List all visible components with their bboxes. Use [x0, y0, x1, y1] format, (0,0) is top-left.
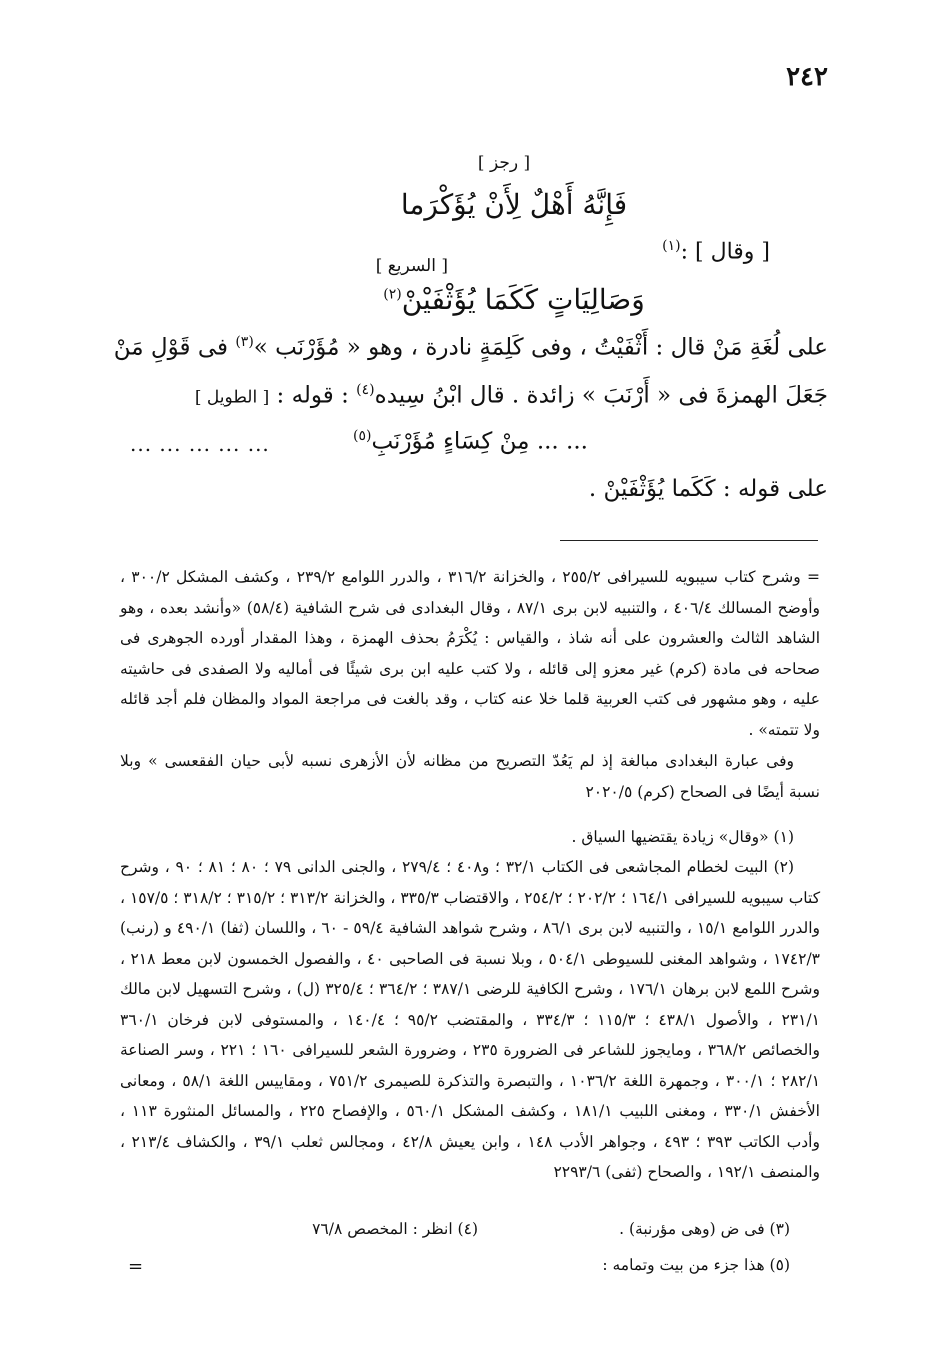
main-line3-a: ... ... مِنْ كِسَاءٍ مُؤَرْنَبِ — [371, 428, 588, 455]
footnote-2-text: (٢) البيت لخطام المجاشعى فى الكتاب ٣٢/١ ؛ و٤٠٨ ؛ ٢٧٩/٤ ، والجنى الدانى ٧٩ ؛ ٨٠ ؛ ٨١ ؛ ٩٠ ، وشرح كتاب سيبويه للسيرافى ١٦٤/١ ؛ ٢٠٢/٢ ؛ ٢٥٤/٢ ، والاقتضاب ٣٣٥/٣ ، والخزانة ٣١٣/٢ ؛ ٣١٥/٢ ؛ ٣١٨/٢ ؛ ١٥٧/٥ ، والدرر اللوامع ١٥/١ ، والتنبيه لابن برى ٨٦/١ ، وشرح شواهد الشافية ٥٩/٤ - ٦٠ ، واللسان (ثفا) ٤٩٠/١ و (رنب) ١٧٤٢/٣ ، وشواهد المغنى للسيوطى ٥٠٤/١ ، وبلا نسبة فى الصاحبى ٤٠ ، والفصول الخمسون لابن معط ٢١٨ ، وشرح اللمع لابن برهان ١٧٦/١ ، وشرح الكافية للرضى ٣٨٧/١ ؛ ٣٦٤/٢ ؛ ٣٢٥/٤ (ل) ، وشرح التسهيل لابن مالك ٢٣١/١ ، والأصول ٤٣٨/١ ؛ ١١٥/٣ ؛ ٣٣٤/٣ ، والمقتضب ٩٥/٢ ؛ ١٤٠/٤ ، والمستوفى لابن فرخان ٣٦٠/١ والخصائص ٣٦٨/٢ ، ومايجوز للشاعر فى الضرورة ٢٣٥ ، وضرورة الشعر للسيرافى ١٦٠ ؛ ٢٢١ ، وسر الصناعة ٢٨٢/١ ؛ ٣٠٠/١ ، وجمهرة اللغة ١٠٣٦/٢ ، والتبصرة والتذكرة للصيمرى ٧٥١/٢ ، ومقاييس اللغة ٥٨/١ ، ومعانى الأخفش ٣٣٠/١ ، ومغنى اللبيب ١٨١/١ ، وكشف المشكل ٥٦٠/١ ، والإفصاح ٢٢٥ ، والمسائل المنثورة ١١٣ ، وأدب الكاتب ٣٩٣ ؛ ٤٩٣ ، وجواهر الأدب ١٤٨ ، وابن يعيش ٤٢/٨ ، ومجالس ثعلب ٣٩/١ ، والكشاف ٢١٣/٤ ، والمنصف ١٩٢/١ ، والصحاح (ثفى) ٢٢٩٣/٦ — [120, 858, 821, 1181]
continues-mark: = — [128, 1256, 144, 1277]
footnote-baghdadi-note — [120, 746, 820, 807]
footnote-2 — [120, 852, 820, 1188]
footnote-continuation — [120, 562, 820, 745]
main-text-line-1 — [113, 334, 828, 361]
footnote-ref-5: (٥) — [353, 428, 372, 444]
footnote-ref-4: (٤) — [356, 382, 375, 398]
verse2-meter: [ السريع ] — [375, 256, 448, 276]
baghdadi-note-text: وفى عبارة البغدادى مبالغة إذ لم يَعُدّ التصريح من مظانه لأن الأزهرى نسبه لأبى حيان الفقعسى » وبلا نسبة أيضًا فى الصحاح (كرم) ٢٠٢٠/٥ — [120, 752, 820, 801]
footnote-ref-3: (٣) — [235, 334, 254, 350]
footnote-1-text: (١) «وقال» زيادة يقتضيها السياق . — [571, 828, 794, 846]
footnote-ref-1: (١) — [662, 238, 681, 254]
footnote-5: (٥) هذا جزء من بيت وتمامه : — [602, 1256, 790, 1274]
main-line2-b: : قوله : — [276, 382, 349, 409]
main-text-line-4: على قوله : كَكَما يُؤَثْفَيْنْ . — [588, 476, 828, 502]
footnote-3: (٣) فى ض (وهى مؤرنبة) . — [619, 1220, 790, 1238]
qaal-line — [662, 238, 770, 264]
main-line2-meter: [ الطويل ] — [194, 387, 270, 408]
verse1-text: فَإِنَّهُ أَهْلٌ لِأَنْ يُؤَكْرَما — [400, 188, 628, 221]
main-text-line-3 — [353, 428, 588, 455]
verse2 — [0, 283, 948, 316]
verse1-meter: [ رجز ] — [477, 153, 531, 173]
main-line1-a: على لُغَةِ مَنْ قال : أَثْفَيْتُ ، وفى كَلِمَةٍ نادرة ، وهو « مُؤَرْنَب » — [253, 334, 828, 361]
footnote-continuation-text: = وشرح كتاب سيبويه للسيرافى ٢٥٥/٢ ، والخزانة ٣١٦/٢ ، والدرر اللوامع ٢٣٩/٢ ، وكشف المشكل ٣٠٠/٢ ، وأوضح المسالك ٤٠٦/٤ ، والتنبيه لابن برى ٨٧/١ ، وقال البغدادى فى شرح الشافية (٥٨/٤) «وأنشد بعده ، وهو الشاهد الثالث والعشرون على أنه شاذ ، والقياس : يُكْرَمُ بحذف الهمزة ، وهذا المقدار أورده الجوهرى فى صحاحه فى مادة (كرم) غير معزو إلى قائله ، ولا كتب عليه ابن برى شيئًا فى أماليه ولا الصفدى فى حاشيته عليه ، وهو مشهور فى كتب العربية قلما خلا عنه كتاب ، وقد بالغت فى مراجعة المواد والمظان فلم أجد قائله ولا تتمته» . — [120, 568, 821, 739]
qaal-text: [ وقال ] : — [680, 239, 770, 265]
footnote-1 — [120, 822, 820, 853]
footnote-4: (٤) انظر : المخصص ٧٦/٨ — [312, 1220, 478, 1238]
main-line3-dots: ... ... ... ... ... — [130, 432, 270, 456]
main-line1-b: فى قَوْلِ مَنْ — [113, 334, 228, 361]
verse2-text: وَصَالِيَاتٍ كَكَمَا يُؤَثْفَيْنْ — [401, 283, 645, 316]
main-text-line-2 — [116, 382, 828, 409]
footnote-divider — [560, 540, 818, 541]
page-number: ٢٤٢ — [786, 62, 828, 92]
main-line2-a: جَعَلَ الهمزةَ فى « أَرْنَبَ » زائدة . قال ابْنُ سِيده — [374, 382, 828, 409]
footnote-ref-2: (٢) — [383, 286, 402, 303]
